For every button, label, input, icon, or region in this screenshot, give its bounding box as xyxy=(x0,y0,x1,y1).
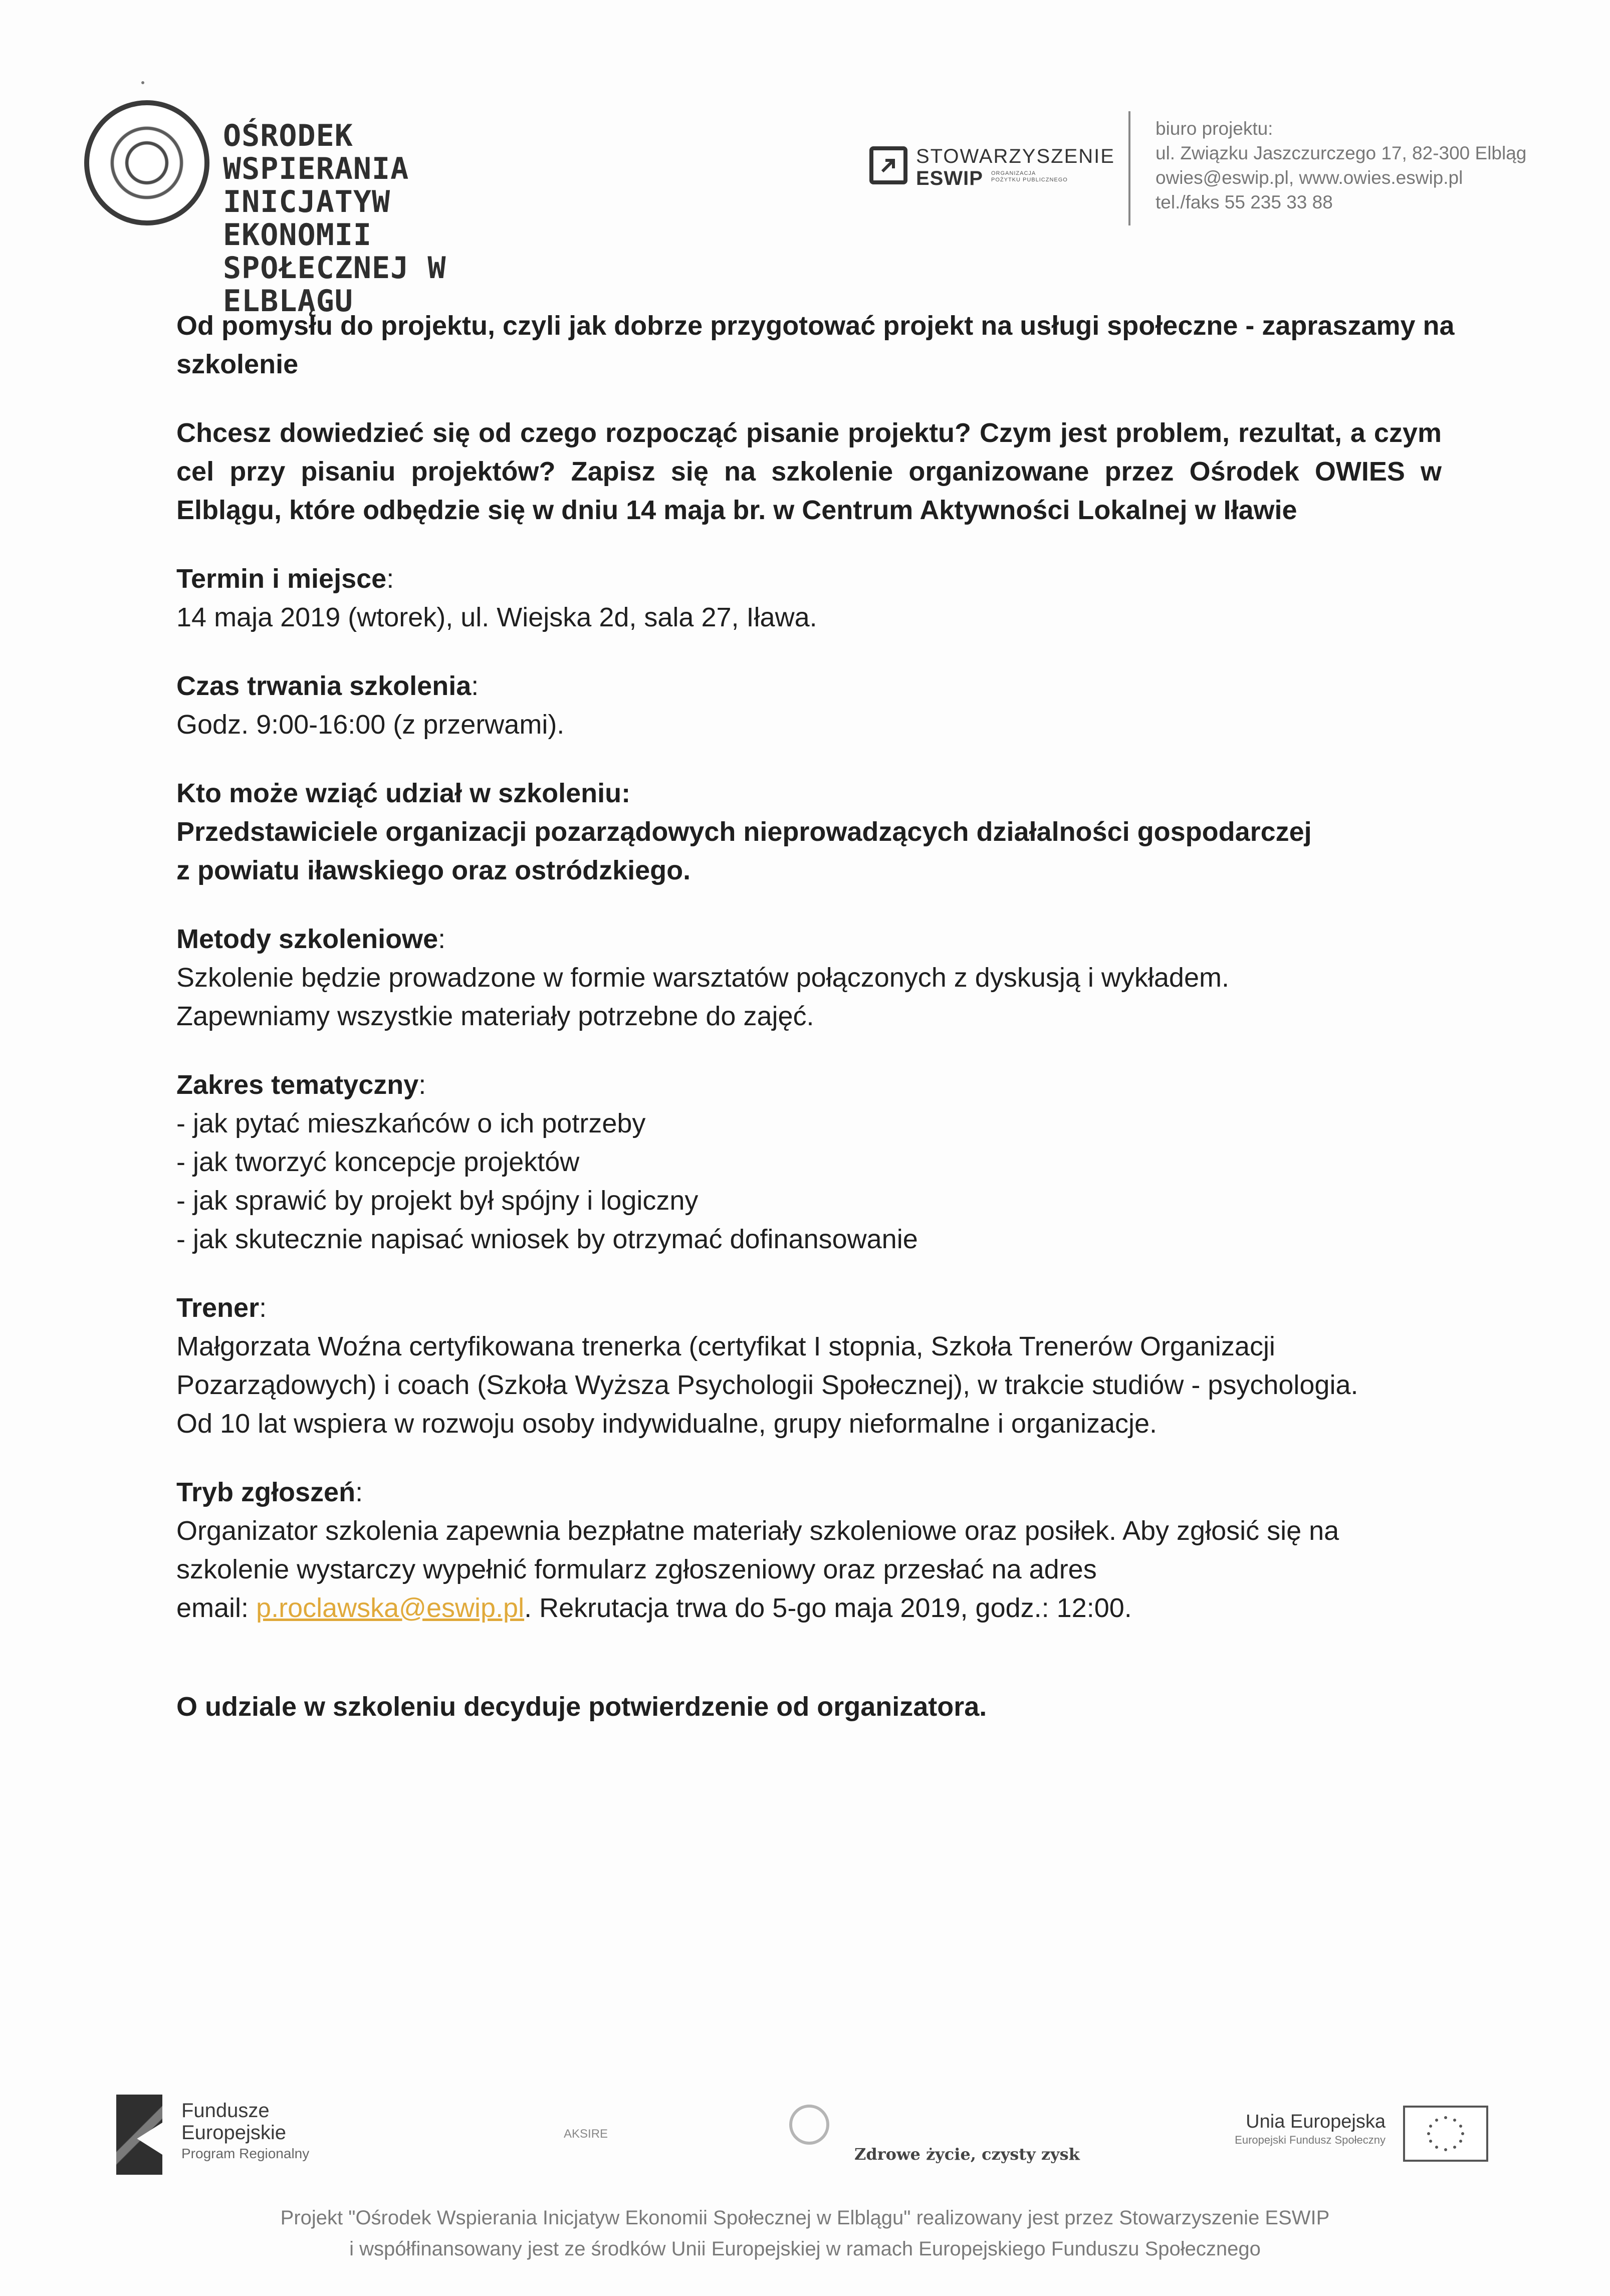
trener-line: Małgorzata Woźna certyfikowana trenerka (certyfikat I stopnia, Szkoła Trenerów Organizacji xyxy=(176,1331,1275,1361)
termin-label: Termin i miejsce xyxy=(176,564,387,594)
org-logo-line: SPOŁECZNEJ W ELBLĄGU xyxy=(223,251,446,319)
tryb-line: Organizator szkolenia zapewnia bezpłatne materiały szkoleniowe oraz posiłek. Aby zgłosić się na xyxy=(176,1516,1339,1546)
zakres-item: - jak sprawić by projekt był spójny i logiczny xyxy=(176,1186,699,1216)
contact-line: tel./faks 55 235 33 88 xyxy=(1156,192,1333,212)
trener-line: Pozarządowych) i coach (Szkoła Wyższa Psychologii Społecznej), w trakcie studiów - psychologia. xyxy=(176,1370,1358,1400)
termin-section: Termin i miejsce: 14 maja 2019 (wtorek), ul. Wiejska 2d, sala 27, Iława. xyxy=(176,560,1479,637)
tryb-line: szkolenie wystarczy wypełnić formularz zgłoszeniowy oraz przesłać na adres xyxy=(176,1554,1097,1584)
tryb-email-line xyxy=(176,1589,1479,1628)
fe-line: Program Regionalny xyxy=(181,2146,310,2161)
footnote-line: Projekt "Ośrodek Wspierania Inicjatyw Ekonomii Społecznej w Elblągu" realizowany jest przez Stowarzyszenie ESWIP xyxy=(280,2207,1330,2229)
fundusze-europejskie-mark-icon xyxy=(116,2095,162,2175)
document-title: Od pomysłu do projektu, czyli jak dobrze przygotować projekt na usługi społeczne - zapraszamy na szkolenie xyxy=(176,311,1455,379)
org-logo-line: INICJATYW EKONOMII xyxy=(223,184,391,253)
ue-title: Unia Europejska xyxy=(1246,2111,1386,2132)
regional-logo-icon xyxy=(789,2105,829,2145)
footer-logos xyxy=(0,2080,1610,2180)
zakres-item: - jak skutecznie napisać wniosek by otrzymać dofinansowanie xyxy=(176,1224,918,1254)
czas-section: Czas trwania szkolenia: Godz. 9:00-16:00 (z przerwami). xyxy=(176,667,1479,744)
axs-logo: AKSIRE xyxy=(564,2127,608,2141)
tryb-section: Tryb zgłoszeń: Organizator szkolenia zapewnia bezpłatne materiały szkoleniowe oraz posiłek. Aby zgłosić się na szkolenie wystarczy wypełnić formularz zgłoszeniowy oraz przesłać na adres email: p.roclawska@eswip.pl. Rekrutacja trwa do 5-go maja 2019, godz.: 12:00. xyxy=(176,1473,1479,1628)
email-prefix: email: xyxy=(176,1593,257,1623)
metody-section: Metody szkoleniowe: Szkolenie będzie prowadzone w formie warsztatów połączonych z dyskusją i wykładem. Zapewniamy wszystkie materiały potrzebne do zajęć. xyxy=(176,920,1479,1036)
metody-line: Szkolenie będzie prowadzone w formie warsztatów połączonych z dyskusją i wykładem. xyxy=(176,963,1229,993)
partner-sub-line: POŻYTKU PUBLICZNEGO xyxy=(991,177,1068,183)
contact-block xyxy=(1156,116,1526,214)
footnote-line: i współfinansowany jest ze środków Unii Europejskiej w ramach Europejskiego Funduszu Społecznego xyxy=(349,2238,1261,2260)
metody-label: Metody szkoleniowe xyxy=(176,924,438,954)
fe-logo-text xyxy=(181,2100,309,2164)
czas-label: Czas trwania szkolenia xyxy=(176,671,472,701)
zakres-item: - jak tworzyć koncepcje projektów xyxy=(176,1147,580,1177)
org-logo-text xyxy=(223,119,534,318)
zakres-label: Zakres tematyczny xyxy=(176,1070,419,1100)
fe-line: Europejskie xyxy=(181,2122,287,2144)
letterhead xyxy=(0,0,1610,319)
document-body xyxy=(176,307,1479,1726)
trener-label: Trener xyxy=(176,1293,260,1323)
kto-line: Przedstawiciele organizacji pozarządowych nieprowadzących działalności gospodarczej xyxy=(176,817,1312,847)
final-note: O udziale w szkoleniu decyduje potwierdzenie od organizatora. xyxy=(176,1692,987,1722)
kto-line: z powiatu iławskiego oraz ostródzkiego. xyxy=(176,855,691,885)
arrow-box-icon xyxy=(869,146,907,184)
kto-section xyxy=(176,774,1479,890)
circular-wreath-logo-icon xyxy=(84,100,209,225)
contact-line: biuro projektu: xyxy=(1156,118,1273,139)
trener-line: Od 10 lat wspiera w rozwoju osoby indywidualne, grupy nieformalne i organizacje. xyxy=(176,1409,1158,1439)
contact-line: ul. Związku Jaszczurczego 17, 82-300 Elbląg xyxy=(1156,143,1527,163)
project-footnote xyxy=(0,2202,1610,2264)
metody-line: Zapewniamy wszystkie materiały potrzebne do zajęć. xyxy=(176,1001,814,1031)
email-link[interactable]: p.roclawska@eswip.pl xyxy=(256,1593,525,1623)
eu-flag-icon xyxy=(1403,2106,1488,2162)
ue-logo-text xyxy=(1193,2111,1386,2148)
partner-sub-line: ORGANIZACJA xyxy=(991,170,1036,176)
partner-name-top: STOWARZYSZENIE xyxy=(916,145,1115,167)
trener-section: Trener: Małgorzata Woźna certyfikowana trenerka (certyfikat I stopnia, Szkoła Trenerów Organizacji Pozarządowych) i coach (Szkoła Wyższa Psychologii Społecznej), w trakcie studiów - psychologia. Od 10 lat wspiera w rozwoju osoby indywidualne, grupy nieformalne i organizacje. xyxy=(176,1289,1479,1443)
fe-line: Fundusze xyxy=(181,2100,270,2122)
partner-subtitle xyxy=(991,170,1068,183)
tryb-label: Tryb zgłoszeń xyxy=(176,1477,356,1507)
org-logo-line: OŚRODEK WSPIERANIA xyxy=(223,118,409,186)
zakres-section: Zakres tematyczny: - jak pytać mieszkańców o ich potrzeby - jak tworzyć koncepcje projektów - jak sprawić by projekt był spójny i logiczny - jak skutecznie napisać wniosek by otrzymać dofinansowanie xyxy=(176,1066,1479,1259)
kto-label: Kto może wziąć udział w szkoleniu: xyxy=(176,778,631,808)
termin-value: 14 maja 2019 (wtorek), ul. Wiejska 2d, sala 27, Iława. xyxy=(176,602,817,632)
intro-paragraph: Chcesz dowiedzieć się od czego rozpocząć pisanie projektu? Czym jest problem, rezultat, a czym cel przy pisaniu projektów? Zapisz się na szkolenie organizowane przez Ośrodek OWIES w Elblągu, które odbędzie się w dniu 14 maja br. w Centrum Aktywności Lokalnej w Iławie xyxy=(176,418,1442,525)
zakres-item: - jak pytać mieszkańców o ich potrzeby xyxy=(176,1108,646,1138)
regional-slogan: Zdrowe życie, czysty zysk xyxy=(854,2145,1080,2164)
partner-name-bottom: ESWIP xyxy=(916,167,983,189)
czas-value: Godz. 9:00-16:00 (z przerwami). xyxy=(176,710,565,740)
email-suffix: . Rekrutacja trwa do 5-go maja 2019, godz.: 12:00. xyxy=(524,1593,1132,1623)
contact-line: owies@eswip.pl, www.owies.eswip.pl xyxy=(1156,167,1463,188)
header-divider xyxy=(1128,111,1130,225)
ue-subtitle: Europejski Fundusz Społeczny xyxy=(1235,2134,1386,2146)
